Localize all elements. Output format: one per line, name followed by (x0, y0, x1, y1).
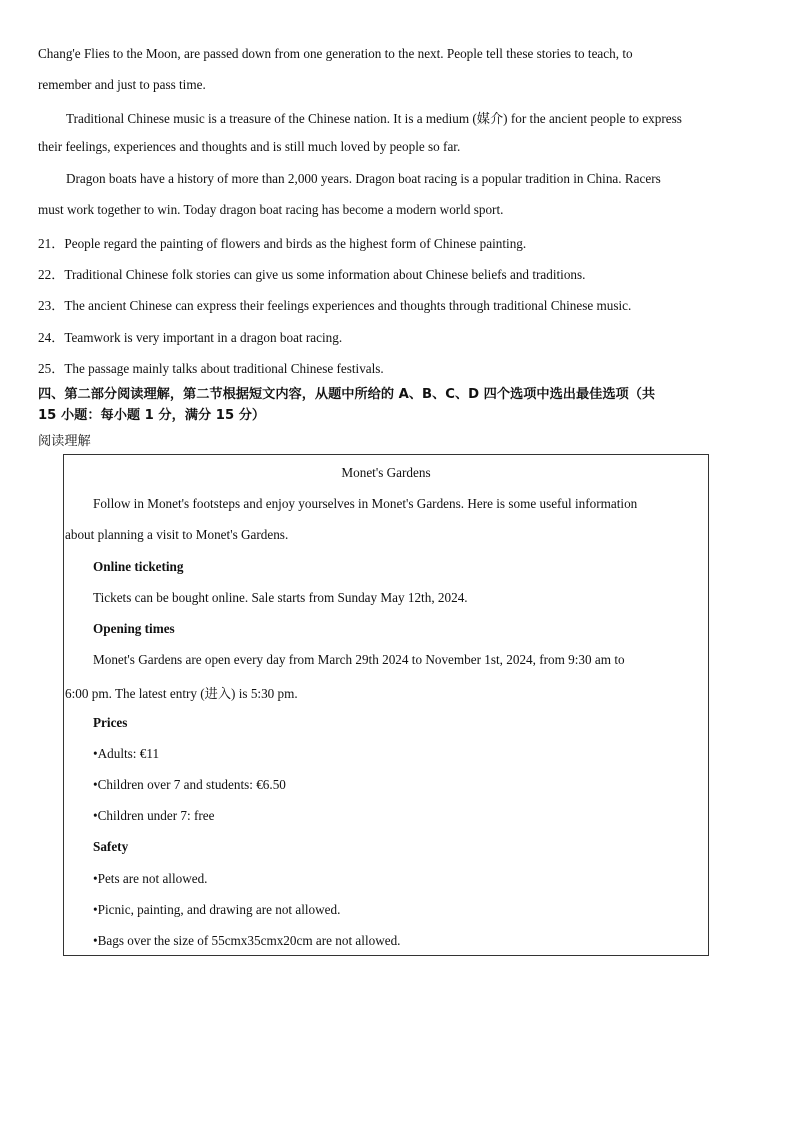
article-line: Tickets can be bought online. Sale starts from Sunday May 12th, 2024. (93, 590, 468, 605)
statement-text: The ancient Chinese can express their feelings experiences and thoughts through traditional Chinese music. (64, 298, 632, 313)
passage-line: Chang'e Flies to the Moon, are passed down from one generation to the next. People tell these stories to teach, to (38, 46, 633, 61)
statement-text: The passage mainly talks about traditional Chinese festivals. (64, 361, 384, 376)
prices-heading: Prices (93, 715, 128, 730)
statement-item (38, 295, 631, 314)
statement-number: 23． (38, 298, 65, 313)
article-box (63, 454, 709, 956)
section-heading: 15 小题：每小题 1 分，满分 15 分） (38, 408, 266, 423)
passage-line: remember and just to pass time. (38, 77, 206, 92)
statement-number: 24． (38, 330, 65, 345)
safety-item: •Picnic, painting, and drawing are not allowed. (93, 902, 341, 917)
section-heading: 四、第二部分阅读理解，第二节根据短文内容，从题中所给的 A、B、C、D 四个选项中选出最佳选项（共 (38, 387, 656, 402)
passage-line: their feelings, experiences and thoughts and is still much loved by people so far. (38, 139, 461, 154)
statement-text: Teamwork is very important in a dragon boat racing. (64, 330, 343, 345)
price-item: •Children over 7 and students: €6.50 (93, 777, 286, 792)
article-line: Follow in Monet's footsteps and enjoy yourselves in Monet's Gardens. Here is some useful information (93, 496, 638, 511)
safety-item: •Pets are not allowed. (93, 871, 208, 886)
article-line: 6:00 pm. The latest entry (进入) is 5:30 pm. (65, 686, 298, 701)
statement-number: 21． (38, 236, 65, 251)
opening-heading: Opening times (93, 621, 175, 636)
safety-heading: Safety (93, 839, 129, 854)
statement-text: People regard the painting of flowers and birds as the highest form of Chinese painting. (64, 236, 527, 251)
article-line: Monet's Gardens are open every day from March 29th 2024 to November 1st, 2024, from 9:30 am to (93, 652, 625, 667)
safety-item: •Bags over the size of 55cmx35cmx20cm are not allowed. (93, 933, 401, 948)
statement-item (38, 358, 384, 377)
section-label: 阅读理解 (38, 434, 91, 449)
article-line: about planning a visit to Monet's Gardens. (65, 527, 289, 542)
statement-item (38, 264, 585, 283)
passage-line: Dragon boats have a history of more than 2,000 years. Dragon boat racing is a popular tradition in China. Racers (66, 171, 661, 186)
ticketing-heading: Online ticketing (93, 559, 184, 574)
statement-text: Traditional Chinese folk stories can give us some information about Chinese beliefs and traditions. (64, 267, 586, 282)
article-title: Monet's Gardens (341, 465, 431, 480)
statement-number: 22． (38, 267, 65, 282)
price-item: •Adults: €11 (93, 746, 160, 761)
price-item: •Children under 7: free (93, 808, 215, 823)
passage-line: must work together to win. Today dragon boat racing has become a modern world sport. (38, 202, 504, 217)
statement-item (38, 327, 342, 346)
passage-line: Traditional Chinese music is a treasure of the Chinese nation. It is a medium (媒介) for the ancient people to express (66, 111, 682, 126)
statement-item (38, 233, 526, 252)
statement-number: 25． (38, 361, 65, 376)
